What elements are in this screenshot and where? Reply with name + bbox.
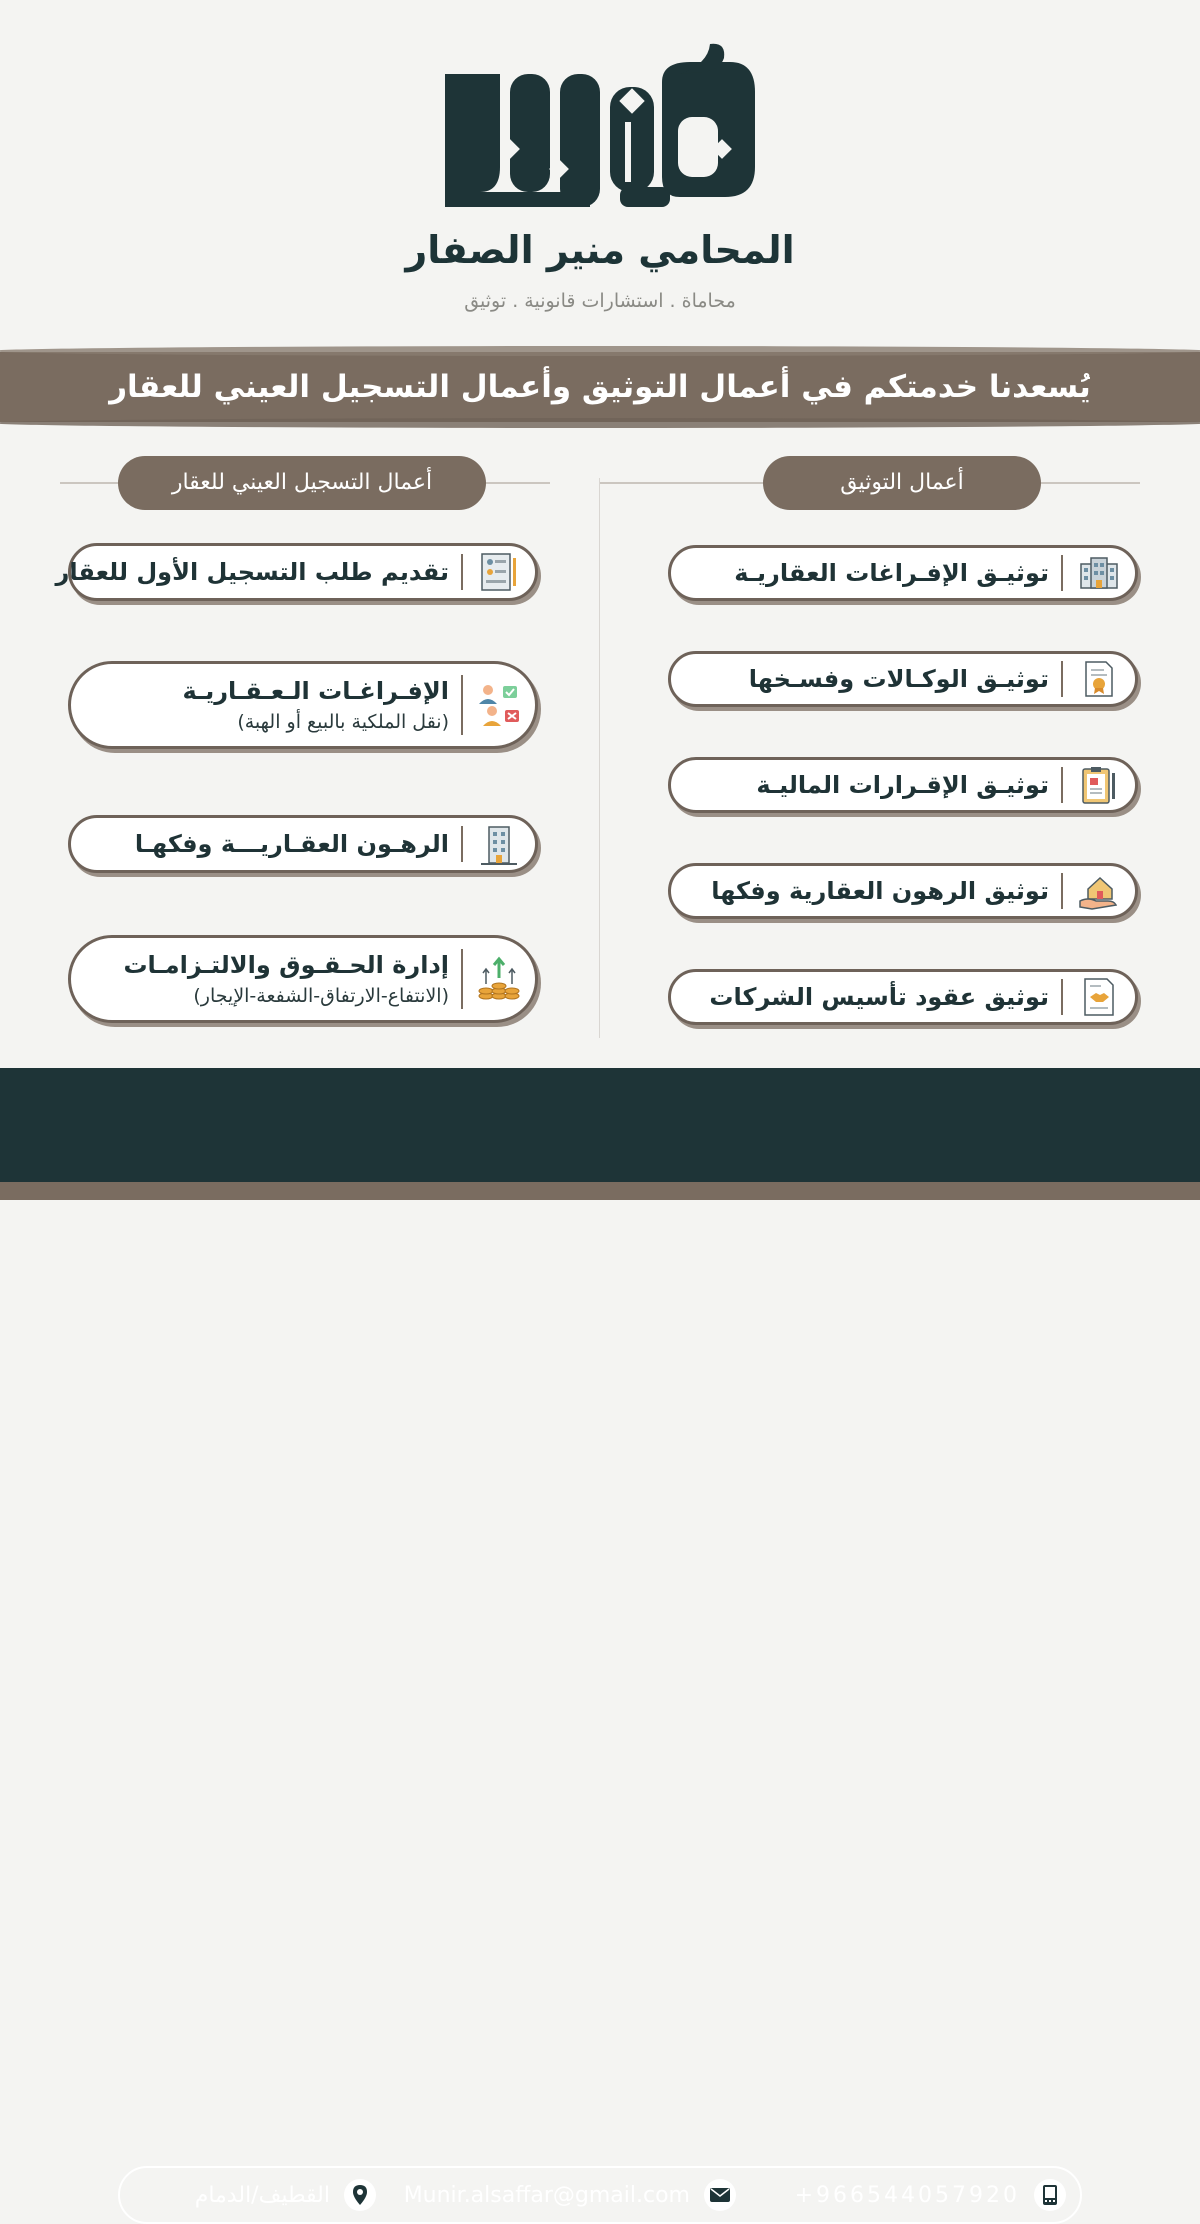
brand-logo bbox=[440, 42, 760, 217]
location-pin-icon bbox=[344, 2179, 376, 2211]
service-item-company-contracts bbox=[668, 969, 1138, 1025]
item-separator bbox=[1061, 979, 1063, 1015]
service-item-sub: (الانتفاع-الارتفاق-الشفعة-الإيجار) bbox=[193, 985, 449, 1007]
contact-email[interactable] bbox=[396, 2168, 736, 2222]
service-item-first-registration bbox=[55, 543, 538, 601]
phone-icon bbox=[1034, 2179, 1066, 2211]
brand-tagline: محاماة . استشارات قانونية . توثيق bbox=[464, 290, 736, 312]
headline-text: يُسعدنا خدمتكم في أعمال التوثيق وأعمال التسجيل العيني للعقار bbox=[109, 369, 1091, 405]
service-item-label: توثيـق الإقـرارات الماليـة bbox=[756, 771, 1049, 799]
contact-bar bbox=[118, 2166, 1082, 2224]
footer-bottom-strip bbox=[0, 1182, 1200, 1200]
item-separator bbox=[461, 826, 463, 862]
notarization-header: أعمال التوثيق bbox=[763, 456, 1041, 510]
item-separator bbox=[461, 949, 463, 1009]
service-item-text bbox=[123, 951, 449, 1007]
service-item-label: الإفـراغـات الـعـقـاريـة bbox=[182, 677, 449, 705]
service-item-label: توثيق الرهون العقارية وفكها bbox=[711, 877, 1049, 905]
contact-location[interactable] bbox=[166, 2168, 376, 2222]
service-item-label: توثيق عقود تأسيس الشركات bbox=[709, 983, 1049, 1011]
item-separator bbox=[461, 675, 463, 735]
email-address: Munir.alsaffar@gmail.com bbox=[403, 2182, 690, 2208]
service-item-sub: (نقل الملكية بالبيع أو الهبة) bbox=[237, 711, 449, 733]
item-separator bbox=[1061, 767, 1063, 803]
location-text: القطيف/الدمام bbox=[194, 2182, 330, 2208]
item-separator bbox=[461, 554, 463, 590]
item-separator bbox=[1061, 873, 1063, 909]
column-divider bbox=[599, 478, 600, 1038]
users-transfer-icon bbox=[473, 679, 525, 731]
service-item-property-transfers bbox=[668, 545, 1138, 601]
item-separator bbox=[1061, 555, 1063, 591]
phone-number: +966544057920 bbox=[794, 2182, 1020, 2208]
registration-header: أعمال التسجيل العيني للعقار bbox=[118, 456, 486, 510]
application-form-icon bbox=[473, 546, 525, 598]
email-icon bbox=[704, 2179, 736, 2211]
tower-icon bbox=[473, 818, 525, 870]
item-separator bbox=[1061, 661, 1063, 697]
coins-growth-icon bbox=[473, 953, 525, 1005]
service-item-label: توثيـق الوكـالات وفسـخها bbox=[748, 665, 1049, 693]
service-item-label: الرهـون العقـاريـــة وفكهـا bbox=[134, 830, 449, 858]
headline-banner bbox=[0, 352, 1200, 422]
certificate-icon bbox=[1073, 653, 1125, 705]
contact-phone[interactable] bbox=[766, 2168, 1066, 2222]
service-item-rights-obligations bbox=[68, 935, 538, 1023]
service-item-power-of-attorney bbox=[668, 651, 1138, 707]
service-item-ownership-transfer bbox=[68, 661, 538, 749]
service-item-mortgages bbox=[668, 863, 1138, 919]
building-icon bbox=[1073, 547, 1125, 599]
service-item-text bbox=[182, 677, 449, 733]
service-item-label: توثيـق الإفـراغات العقاريـة bbox=[734, 559, 1049, 587]
service-item-real-estate-mortgages bbox=[68, 815, 538, 873]
service-item-financial-declarations bbox=[668, 757, 1138, 813]
handshake-contract-icon bbox=[1073, 971, 1125, 1023]
service-item-label: إدارة الحـقـوق والالتـزامـات bbox=[123, 951, 449, 979]
brand-name: المحامي منير الصفار bbox=[405, 228, 795, 272]
house-in-hand-icon bbox=[1073, 865, 1125, 917]
clipboard-icon bbox=[1073, 759, 1125, 811]
service-item-label: تقديم طلب التسجيل الأول للعقار bbox=[55, 558, 449, 586]
footer bbox=[0, 1068, 1200, 2208]
